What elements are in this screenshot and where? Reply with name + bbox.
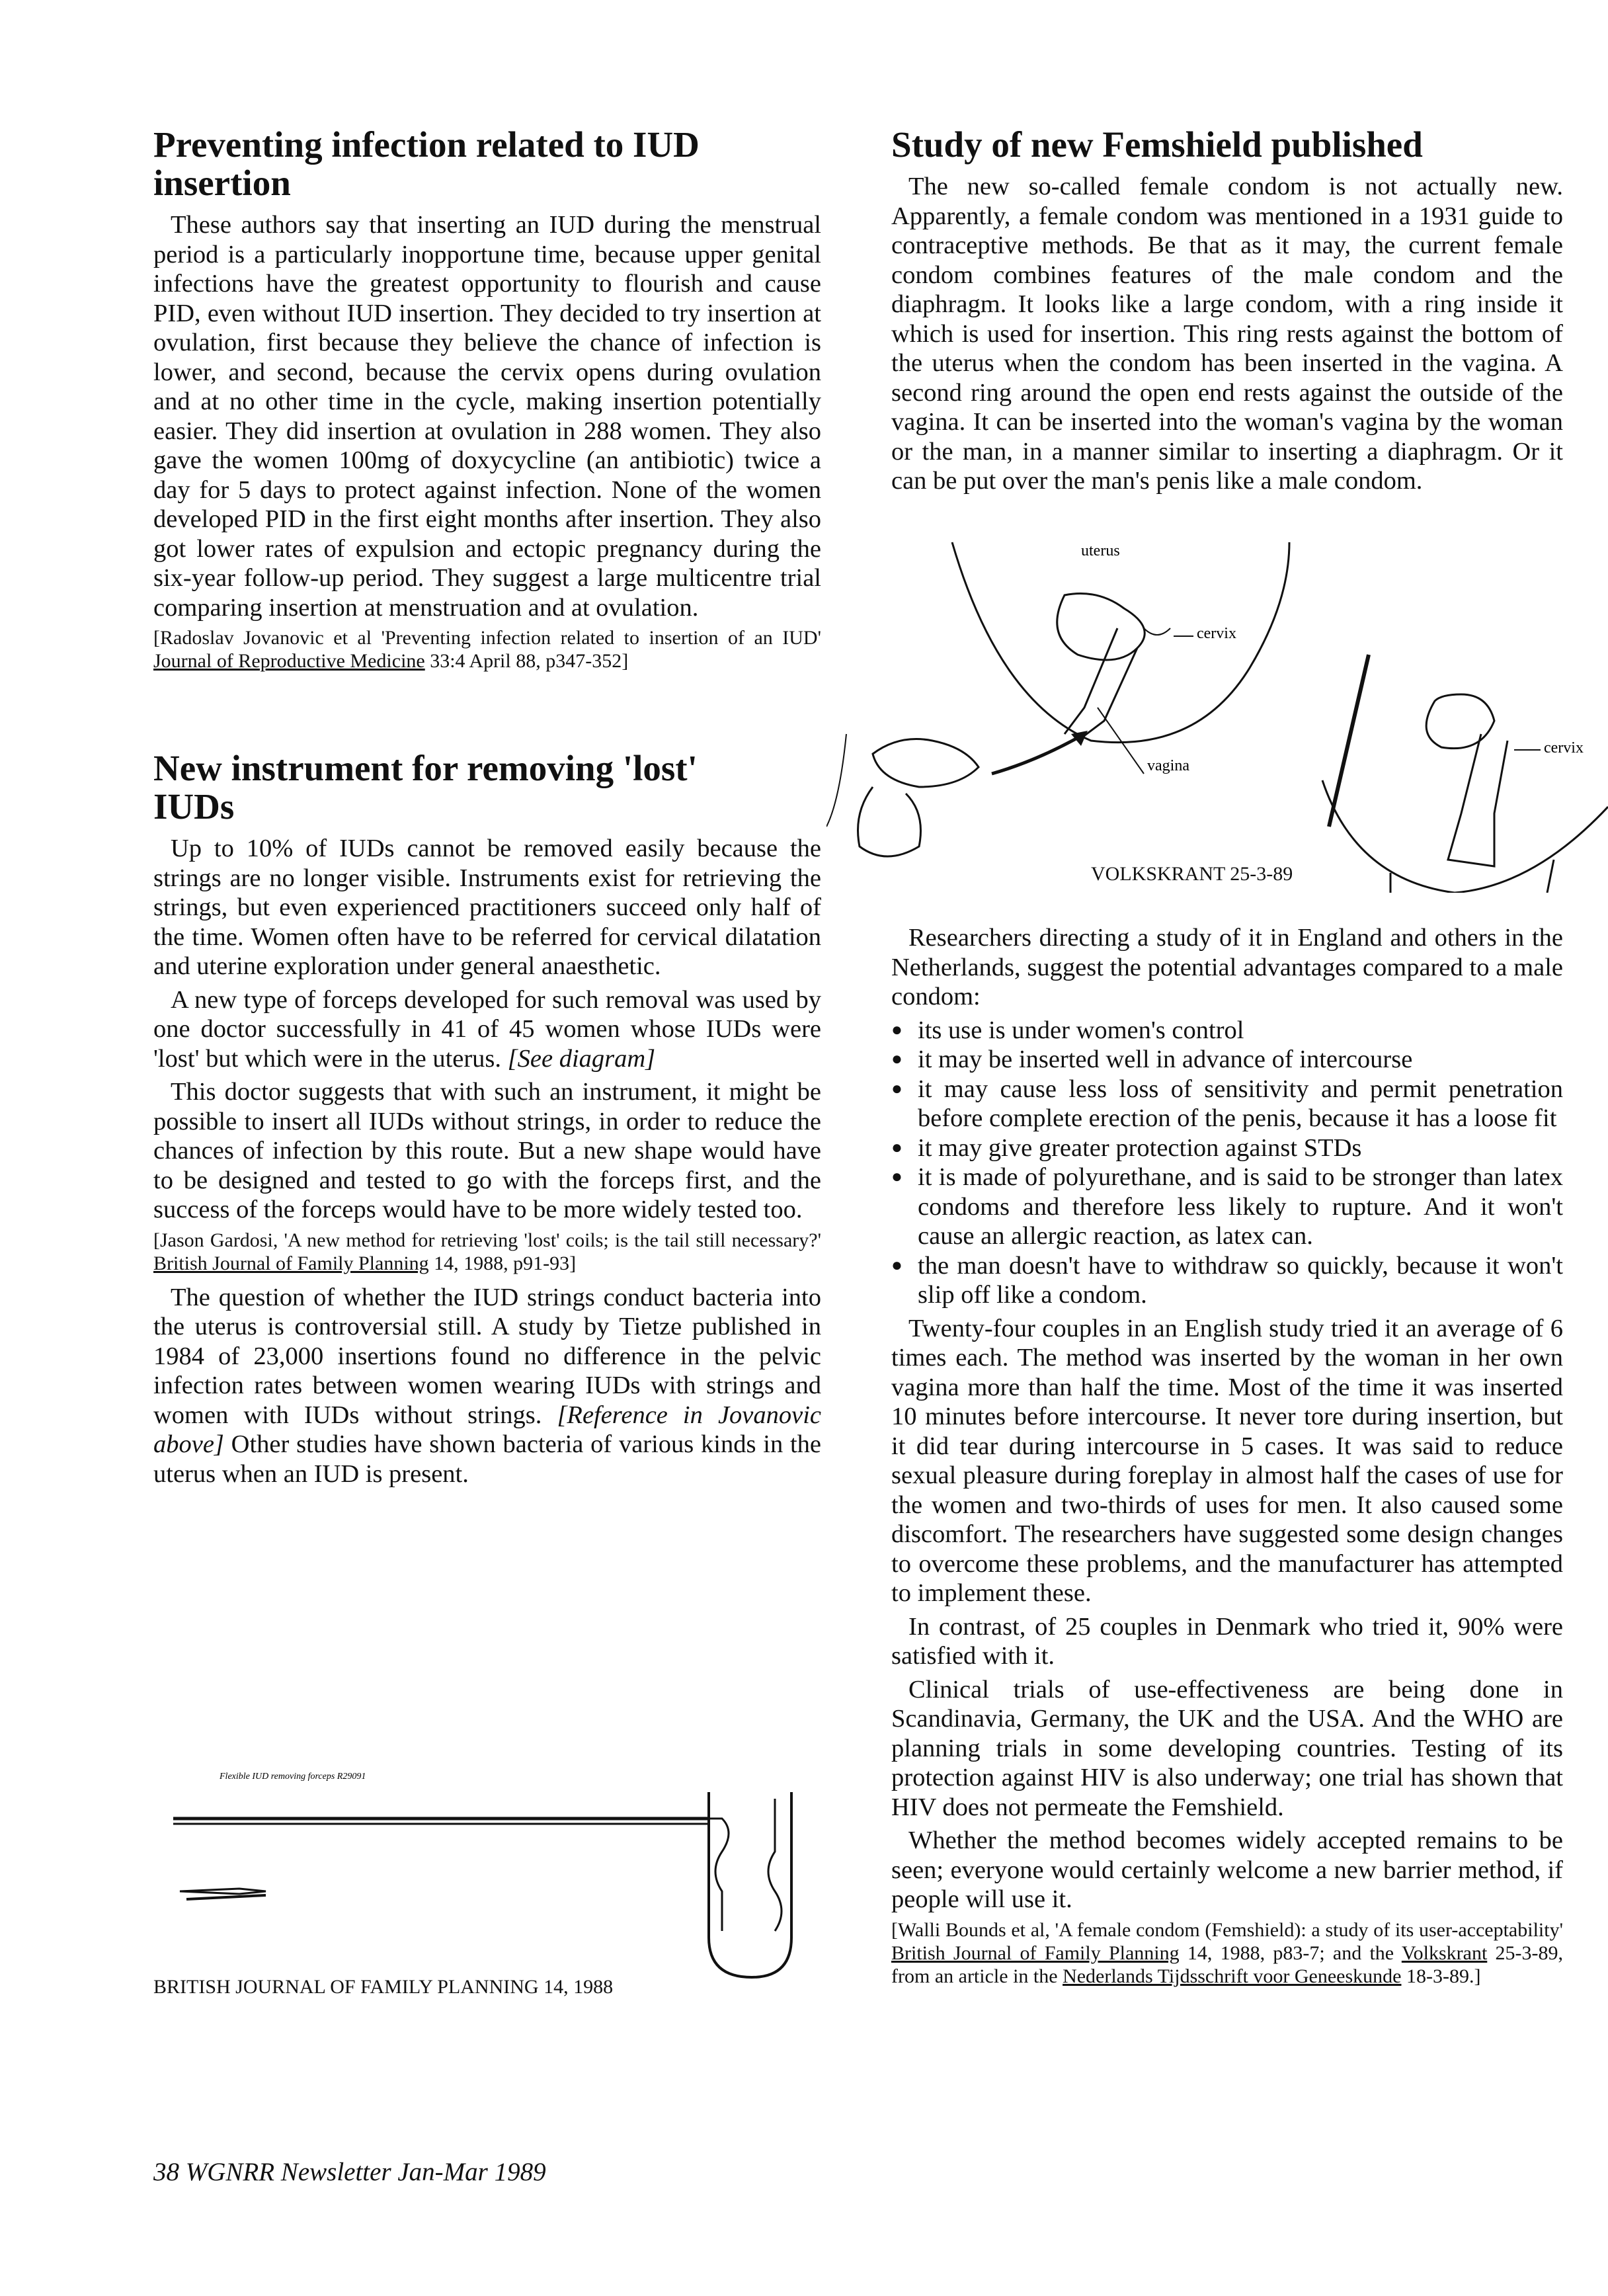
citation-journal: British Journal of Family Planning [891, 1942, 1180, 1964]
citation-text: 33:4 April 88, p347-352] [424, 650, 629, 672]
diagram-reference: [See diagram] [507, 1044, 656, 1073]
article-lost-iuds [153, 749, 821, 1489]
article-paragraph: Twenty-four couples in an English study tried it an average of 6 times each. The method was inserted by the woman in her own vagina more than half the time. Most of the time it was inserted 10 minutes before intercourse. It never tore during insertion, but it did tear during intercourse in 5 cases. It was said to reduce sexual pleasure during foreplay in almost half the cases of use for the women and two-thirds of uses for men. It also caused some discomfort. The researchers have suggested some design changes to overcome these problems, and the manufacturer has attempted to implement these. [891, 1314, 1563, 1607]
page-footer: 38 WGNRR Newsletter Jan-Mar 1989 [153, 2158, 546, 2186]
citation-text: [Radoslav Jovanovic et al 'Preventing infection related to insertion of an IUD' [153, 627, 821, 649]
citation [153, 1229, 821, 1275]
citation-journal: Nederlands Tijdsschrift voor Geneeskunde [1063, 1965, 1402, 1987]
anatomy-diagram [826, 536, 1608, 893]
article-title: Preventing infection related to IUD insertion [153, 124, 700, 203]
article-title: New instrument for removing 'lost' IUDs [153, 748, 698, 827]
list-item: ● it may cause less loss of sensitivity and permit penetration before complete erection of the penis, because it has a loose fit [891, 1075, 1563, 1133]
article-paragraph: This doctor suggests that with such an instrument, it might be possible to insert all IUDs without strings, in order to reduce the chances of infection by this route. But a new shape would have to be designed and tested to go with the forceps first, and the success of the forceps would have to be more widely tested too. [153, 1078, 821, 1223]
article-paragraph: Clinical trials of use-effectiveness are being done in Scandinavia, Germany, the UK and the USA. And the WHO are planning trials in some developing countries. Testing of its protection against HIV is also underway; one trial has shown that HIV does not permeate the Femshield. [891, 1675, 1563, 1821]
list-item: ● it may be inserted well in advance of intercourse [891, 1045, 1563, 1075]
article-title: Study of new Femshield published [891, 124, 1423, 165]
citation-text: [Walli Bounds et al, 'A female condom (Femshield): a study of its user-acceptability' [891, 1918, 1563, 1941]
label-cervix: cervix [1544, 739, 1584, 757]
article-paragraph: These authors say that inserting an IUD during the menstrual period is a particularly inopportune time, because upper genital infections have the greatest opportunity to flourish and cause PID, even without IUD insertion. They decided to try insertion at ovulation, first because they believe the chance of infection is lower, and second, because the cervix opens during ovulation and at no other time in the cycle, making insertion potentially easier. They did insertion at ovulation in 288 women. They also gave the women 100mg of doxycycline (an antibiotic) twice a day for 5 days to protect against infection. None of the women developed PID in the first eight months after insertion. They also got lower rates of expulsion and ectopic pregnancy during the six-year follow-up period. They suggest a large multicentre trial comparing insertion at menstruation and at ovulation. [153, 211, 821, 622]
paragraph-text: The question of whether the IUD strings conduct bacteria into the uterus is controversial still. A study by Tietze published in 1984 of 23,000 insertions found no difference in the pelvic infection rates between women wearing IUDs with strings and women with IUDs without strings. [153, 1283, 821, 1429]
article-paragraph [153, 1283, 821, 1489]
paragraph-text: A new type of forceps developed for such removal was used by one doctor successfully in 41 of 45 women whose IUDs were 'lost' but which were in the uterus. [153, 985, 821, 1073]
forceps-label: Flexible IUD removing forceps R29091 [220, 1772, 366, 1782]
forceps-figure [153, 1759, 815, 2024]
citation-journal: Journal of Reproductive Medicine [153, 650, 425, 672]
article-paragraph: In contrast, of 25 couples in Denmark who tried it, 90% were satisfied with it. [891, 1612, 1563, 1670]
article-paragraph: Up to 10% of IUDs cannot be removed easily because the strings are no longer visible. Instruments exist for retrieving the strings, but even experienced practitioners succeed only half of the time. Women often have to be referred for cervical dilatation and uterine exploration under general anaesthetic. [153, 835, 821, 980]
citation-text: 14, 1988, p83-7; and the [1179, 1942, 1402, 1964]
article-iud-infection [153, 126, 821, 673]
paragraph-text: Other studies have shown bacteria of various kinds in the uterus when an IUD is present. [153, 1430, 821, 1488]
article-paragraph: The new so-called female condom is not actually new. Apparently, a female condom was mentioned in a 1931 guide to contraceptive methods. Be that as it may, the current female condom combines features of the male condom and the diaphragm. It looks like a large condom, with a ring inside it which is used for insertion. This ring rests against the bottom of the uterus when the condom has been inserted in the vagina. A second ring around the open end rests against the outside of the vagina. It can be inserted into the woman's vagina by the woman or the man, in a manner similar to inserting a diaphragm. Or it can be put over the man's penis like a male condom. [891, 173, 1563, 495]
citation [153, 626, 821, 673]
figure-caption: BRITISH JOURNAL OF FAMILY PLANNING 14, 1988 [153, 1976, 614, 1998]
citation-text: 18-3-89.] [1401, 1965, 1481, 1987]
label-uterus: uterus [1081, 542, 1120, 559]
article-paragraph: Whether the method becomes widely accepted remains to be seen; everyone would certainly welcome a new barrier method, if people will use it. [891, 1826, 1563, 1913]
list-item: ● the man doesn't have to withdraw so quickly, because it won't slip off like a condom. [891, 1251, 1563, 1310]
advantages-list [891, 1016, 1563, 1310]
citation-journal: Volkskrant [1401, 1942, 1488, 1964]
article-paragraph: Researchers directing a study of it in England and others in the Netherlands, suggest the potential advantages compared to a male condom: [891, 924, 1563, 1010]
right-column-continued [891, 923, 1563, 1996]
list-item: ● its use is under women's control [891, 1016, 1563, 1046]
reference-note: [Reference in Jovanovic above] [153, 1401, 821, 1458]
label-vagina: vagina [1147, 757, 1189, 774]
article-paragraph [153, 985, 821, 1074]
label-cervix: cervix [1197, 625, 1236, 642]
left-column [153, 126, 821, 1493]
citation-text: [Jason Gardosi, 'A new method for retrieving 'lost' coils; is the tail still necessary?' [153, 1229, 821, 1251]
figure-caption: VOLKSKRANT 25-3-89 [1091, 863, 1293, 885]
citation-text: 14, 1988, p91-93] [428, 1252, 577, 1274]
list-item: ● it is made of polyurethane, and is said to be stronger than latex condoms and therefore less likely to rupture. And it won't cause an allergic reaction, as latex can. [891, 1163, 1563, 1251]
femshield-figure [826, 536, 1608, 893]
citation-text: 25-3-89, from an article in the [891, 1942, 1564, 1987]
list-item: ● it may give greater protection against STDs [891, 1133, 1563, 1163]
citation-journal: British Journal of Family Planning [153, 1252, 429, 1274]
right-column [891, 126, 1563, 500]
citation [891, 1918, 1563, 1988]
